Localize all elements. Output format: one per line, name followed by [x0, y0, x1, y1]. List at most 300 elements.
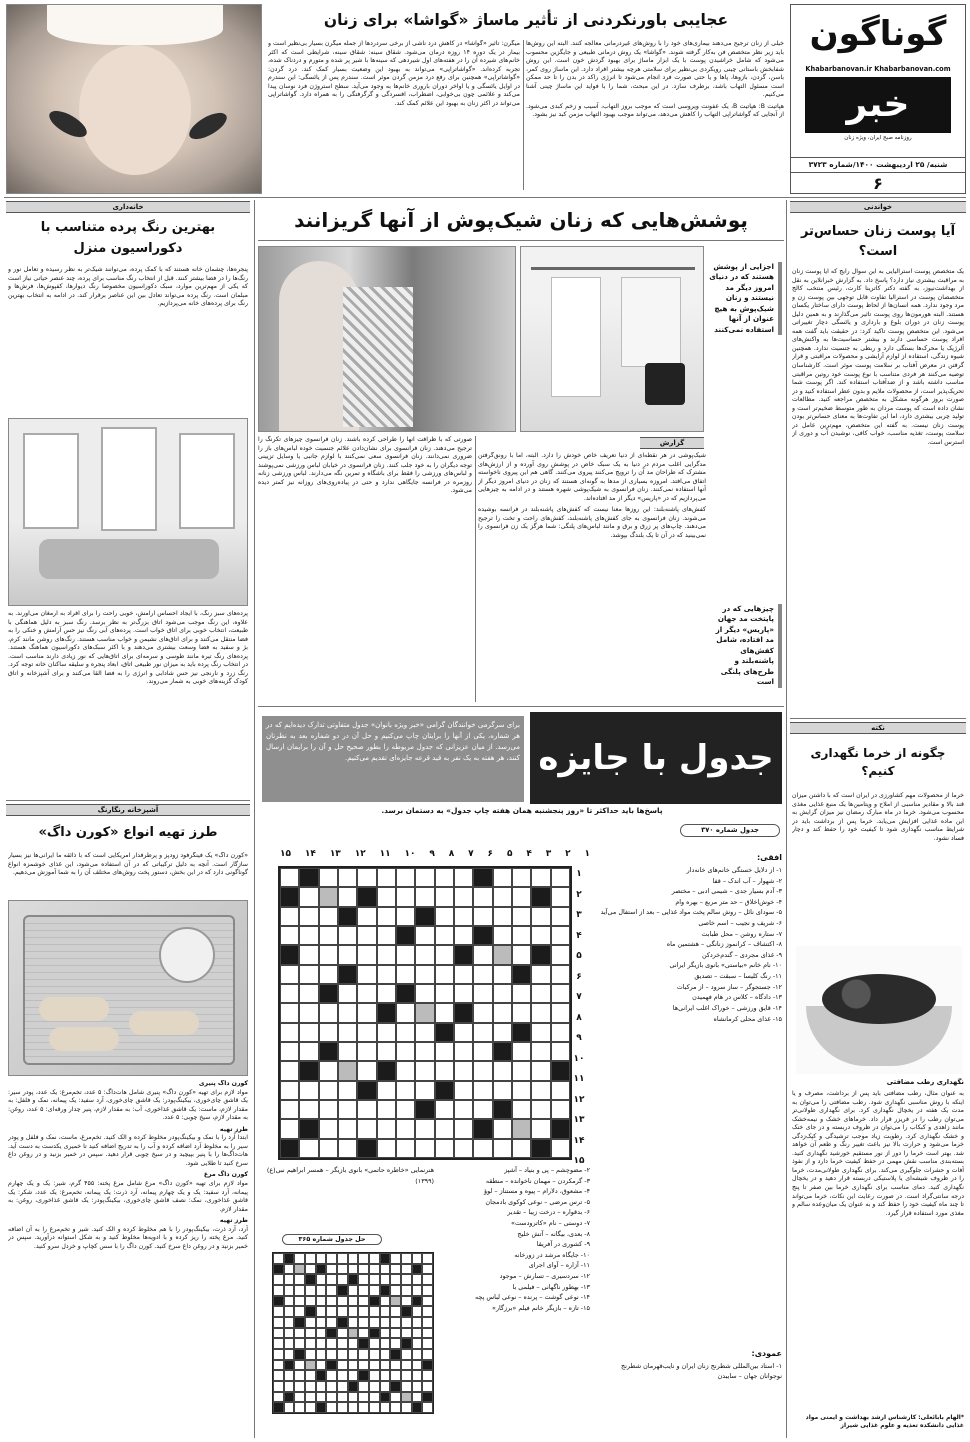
grid-cell[interactable]: [415, 926, 434, 945]
grid-cell[interactable]: [338, 1023, 357, 1042]
grid-cell[interactable]: [493, 887, 512, 906]
grid-cell[interactable]: [299, 1061, 318, 1080]
grid-cell[interactable]: [357, 1081, 376, 1100]
grid-cell: [412, 1381, 423, 1392]
grid-cell[interactable]: [512, 1061, 531, 1080]
grid-cell[interactable]: [396, 1119, 415, 1138]
grid-cell[interactable]: [299, 907, 318, 926]
grid-cell[interactable]: [280, 887, 299, 906]
grid-cell[interactable]: [551, 1139, 570, 1158]
grid-cell[interactable]: [454, 907, 473, 926]
grid-cell[interactable]: [512, 1119, 531, 1138]
grid-cell[interactable]: [396, 1081, 415, 1100]
grid-cell: [305, 1253, 316, 1264]
grid-row-number: ۴: [576, 930, 582, 941]
grid-cell[interactable]: [551, 907, 570, 926]
grid-cell[interactable]: [473, 868, 492, 887]
grid-cell[interactable]: [377, 887, 396, 906]
grid-cell[interactable]: [319, 868, 338, 887]
grid-cell[interactable]: [512, 965, 531, 984]
grid-cell: [390, 1402, 401, 1413]
grid-cell[interactable]: [299, 1119, 318, 1138]
grid-cell[interactable]: [454, 1139, 473, 1158]
grid-cell[interactable]: [338, 907, 357, 926]
grid-cell[interactable]: [377, 907, 396, 926]
grid-cell[interactable]: [512, 1042, 531, 1061]
grid-cell[interactable]: [531, 868, 550, 887]
grid-cell[interactable]: [396, 1139, 415, 1158]
grid-cell[interactable]: [512, 868, 531, 887]
grid-cell[interactable]: [396, 1061, 415, 1080]
grid-cell[interactable]: [357, 1100, 376, 1119]
grid-cell[interactable]: [319, 965, 338, 984]
grid-cell[interactable]: [319, 926, 338, 945]
grid-cell: [412, 1328, 423, 1339]
grid-cell: [273, 1338, 284, 1349]
grid-cell[interactable]: [319, 1081, 338, 1100]
grid-column-number: ۳: [545, 849, 552, 859]
grid-cell[interactable]: [454, 1003, 473, 1022]
grid-cell[interactable]: [531, 926, 550, 945]
grid-cell: [348, 1306, 359, 1317]
grid-cell[interactable]: [280, 1042, 299, 1061]
grid-cell[interactable]: [319, 1003, 338, 1022]
grid-cell[interactable]: [338, 965, 357, 984]
grid-cell[interactable]: [512, 926, 531, 945]
grid-cell: [358, 1370, 369, 1381]
grid-cell[interactable]: [338, 1003, 357, 1022]
grid-cell[interactable]: [319, 1139, 338, 1158]
grid-cell[interactable]: [338, 1119, 357, 1138]
recipe-heading-3: کورن داگ مرغ: [203, 1171, 248, 1179]
grid-cell[interactable]: [357, 1061, 376, 1080]
grid-cell: [273, 1274, 284, 1285]
grid-cell[interactable]: [435, 1003, 454, 1022]
grid-cell[interactable]: [319, 945, 338, 964]
grid-cell[interactable]: [415, 887, 434, 906]
living-room-photo: [8, 418, 248, 606]
grid-cell[interactable]: [531, 1023, 550, 1042]
grid-cell[interactable]: [319, 1100, 338, 1119]
grid-cell[interactable]: [531, 1042, 550, 1061]
corndog-2: [49, 1027, 119, 1051]
grid-cell: [412, 1264, 423, 1275]
grid-cell[interactable]: [473, 926, 492, 945]
grid-cell: [358, 1402, 369, 1413]
grid-cell[interactable]: [493, 945, 512, 964]
grid-cell[interactable]: [493, 984, 512, 1003]
grid-cell: [294, 1306, 305, 1317]
grid-cell[interactable]: [551, 1119, 570, 1138]
grid-cell: [348, 1370, 359, 1381]
grid-cell[interactable]: [280, 926, 299, 945]
grid-cell[interactable]: [280, 1119, 299, 1138]
grid-cell[interactable]: [435, 1023, 454, 1042]
grid-cell[interactable]: [435, 984, 454, 1003]
grid-cell[interactable]: [319, 1042, 338, 1061]
grid-cell[interactable]: [299, 945, 318, 964]
grid-cell[interactable]: [454, 1119, 473, 1138]
grid-cell[interactable]: [493, 965, 512, 984]
grid-cell[interactable]: [531, 887, 550, 906]
grid-cell[interactable]: [512, 1139, 531, 1158]
grid-cell[interactable]: [280, 1081, 299, 1100]
grid-cell[interactable]: [473, 1100, 492, 1119]
grid-cell[interactable]: [377, 965, 396, 984]
grid-cell[interactable]: [435, 907, 454, 926]
grid-cell[interactable]: [357, 907, 376, 926]
grid-cell: [380, 1253, 391, 1264]
grid-cell[interactable]: [357, 1042, 376, 1061]
clothes-pull-quote2: چیزهایی که در پایتخت مد جهان «پاریس» دیگر از مد افتاده، شامل کفش‌های پاشنه‌بلند و طرح‌های پلنگی است: [710, 604, 782, 688]
down-clue: ۹- کشوری در آفریقا: [536, 1240, 590, 1249]
grid-cell[interactable]: [357, 965, 376, 984]
grid-cell[interactable]: [435, 887, 454, 906]
grid-cell: [337, 1306, 348, 1317]
grid-cell[interactable]: [435, 945, 454, 964]
grid-cell[interactable]: [473, 1081, 492, 1100]
grid-cell[interactable]: [338, 1139, 357, 1158]
grid-cell[interactable]: [551, 1042, 570, 1061]
grid-cell[interactable]: [454, 868, 473, 887]
woman-shopping-photo: [258, 246, 516, 432]
grid-cell: [348, 1296, 359, 1307]
grid-cell: [422, 1253, 433, 1264]
grid-cell[interactable]: [377, 945, 396, 964]
grid-cell[interactable]: [319, 984, 338, 1003]
grid-cell[interactable]: [338, 887, 357, 906]
grid-cell: [380, 1392, 391, 1403]
grid-cell: [294, 1381, 305, 1392]
grid-column-number: ۴: [526, 849, 532, 859]
grid-cell[interactable]: [338, 984, 357, 1003]
grid-cell[interactable]: [396, 1042, 415, 1061]
down-head: عمودی:: [751, 1349, 782, 1358]
grid-cell[interactable]: [493, 1139, 512, 1158]
grid-cell[interactable]: [299, 926, 318, 945]
grid-cell: [358, 1338, 369, 1349]
grid-cell[interactable]: [357, 1023, 376, 1042]
grid-cell: [422, 1306, 433, 1317]
grid-cell[interactable]: [415, 1100, 434, 1119]
grid-cell: [305, 1274, 316, 1285]
grid-cell[interactable]: [493, 907, 512, 926]
solution-grid: [272, 1252, 434, 1414]
grid-cell[interactable]: [396, 965, 415, 984]
grid-cell[interactable]: [551, 984, 570, 1003]
grid-cell[interactable]: [551, 1003, 570, 1022]
grid-cell[interactable]: [512, 945, 531, 964]
grid-cell[interactable]: [377, 1061, 396, 1080]
grid-cell: [326, 1338, 337, 1349]
grid-cell[interactable]: [531, 1081, 550, 1100]
across-clue: ۱۵- غذای محلی کرمانشاه: [713, 1014, 782, 1023]
grid-cell: [369, 1370, 380, 1381]
grid-cell[interactable]: [299, 984, 318, 1003]
curtain-tag: خانه‌داری: [6, 201, 250, 213]
grid-cell[interactable]: [551, 1023, 570, 1042]
grid-cell[interactable]: [512, 907, 531, 926]
grid-cell[interactable]: [280, 1023, 299, 1042]
grid-cell[interactable]: [357, 945, 376, 964]
grid-cell[interactable]: [299, 868, 318, 887]
grid-cell[interactable]: [338, 1081, 357, 1100]
grid-cell[interactable]: [473, 965, 492, 984]
grid-cell[interactable]: [338, 868, 357, 887]
grid-cell[interactable]: [280, 1100, 299, 1119]
grid-cell[interactable]: [435, 1139, 454, 1158]
dates-title: چگونه از خرما نگهداری کنیم؟: [810, 746, 946, 778]
grid-cell[interactable]: [454, 1081, 473, 1100]
grid-cell[interactable]: [512, 887, 531, 906]
grid-cell: [305, 1328, 316, 1339]
grid-cell[interactable]: [473, 984, 492, 1003]
grid-cell[interactable]: [357, 1003, 376, 1022]
grid-cell[interactable]: [551, 926, 570, 945]
grid-cell: [284, 1253, 295, 1264]
grid-cell[interactable]: [396, 907, 415, 926]
grid-cell[interactable]: [396, 1003, 415, 1022]
grid-cell[interactable]: [551, 945, 570, 964]
grid-cell[interactable]: [435, 965, 454, 984]
grid-cell[interactable]: [396, 984, 415, 1003]
grid-cell: [358, 1328, 369, 1339]
grid-cell[interactable]: [280, 945, 299, 964]
grid-cell[interactable]: [512, 1081, 531, 1100]
grid-cell[interactable]: [454, 945, 473, 964]
grid-cell[interactable]: [493, 1023, 512, 1042]
down-clue: ۱۲- سردسیری – تسارش – موجود: [499, 1272, 590, 1281]
grid-cell[interactable]: [377, 984, 396, 1003]
grid-cell[interactable]: [338, 926, 357, 945]
grid-cell[interactable]: [280, 1139, 299, 1158]
grid-cell[interactable]: [280, 1061, 299, 1080]
grid-cell: [316, 1296, 327, 1307]
grid-cell[interactable]: [415, 1119, 434, 1138]
grid-cell[interactable]: [473, 1119, 492, 1138]
grid-cell[interactable]: [512, 1100, 531, 1119]
grid-cell: [369, 1381, 380, 1392]
grid-cell[interactable]: [454, 965, 473, 984]
grid-cell[interactable]: [299, 1023, 318, 1042]
grid-cell[interactable]: [357, 1139, 376, 1158]
grid-cell[interactable]: [493, 868, 512, 887]
grid-cell[interactable]: [454, 1042, 473, 1061]
section-title: گوناگون: [809, 14, 947, 54]
recipe-heading-1: کورن داگ پنیری: [198, 1080, 248, 1087]
grid-cell: [273, 1296, 284, 1307]
grid-cell[interactable]: [396, 1023, 415, 1042]
grid-cell[interactable]: [435, 926, 454, 945]
grid-cell[interactable]: [357, 1119, 376, 1138]
grid-cell[interactable]: [415, 868, 434, 887]
grid-cell[interactable]: [454, 1023, 473, 1042]
grid-cell[interactable]: [319, 907, 338, 926]
grid-cell: [316, 1381, 327, 1392]
grid-cell: [348, 1338, 359, 1349]
grid-cell[interactable]: [454, 1100, 473, 1119]
grid-cell[interactable]: [319, 1023, 338, 1042]
grid-cell[interactable]: [357, 984, 376, 1003]
grid-cell[interactable]: [454, 887, 473, 906]
grid-cell[interactable]: [473, 887, 492, 906]
grid-cell[interactable]: [473, 1042, 492, 1061]
grid-cell: [294, 1402, 305, 1413]
grid-cell[interactable]: [377, 1042, 396, 1061]
grid-cell: [369, 1274, 380, 1285]
grid-cell[interactable]: [435, 1042, 454, 1061]
grid-cell[interactable]: [338, 945, 357, 964]
grid-cell[interactable]: [415, 1003, 434, 1022]
grid-cell[interactable]: [357, 926, 376, 945]
grid-cell[interactable]: [299, 1042, 318, 1061]
grid-cell[interactable]: [435, 868, 454, 887]
grid-cell[interactable]: [493, 1003, 512, 1022]
grid-cell[interactable]: [493, 1042, 512, 1061]
grid-cell[interactable]: [531, 1100, 550, 1119]
grid-cell[interactable]: [415, 1042, 434, 1061]
grid-cell[interactable]: [319, 1061, 338, 1080]
grid-cell[interactable]: [280, 1003, 299, 1022]
grid-cell[interactable]: [531, 1061, 550, 1080]
grid-cell[interactable]: [415, 1139, 434, 1158]
sauce-bowl: [159, 927, 215, 983]
grid-cell[interactable]: [299, 965, 318, 984]
grid-cell[interactable]: [531, 907, 550, 926]
grid-cell[interactable]: [338, 1042, 357, 1061]
grid-cell[interactable]: [531, 1119, 550, 1138]
grid-cell[interactable]: [531, 984, 550, 1003]
grid-cell[interactable]: [415, 984, 434, 1003]
grid-cell: [305, 1381, 316, 1392]
grid-cell[interactable]: [415, 1081, 434, 1100]
grid-row-number: ۱۳: [573, 1115, 585, 1126]
grid-cell[interactable]: [473, 1023, 492, 1042]
grid-cell[interactable]: [415, 1023, 434, 1042]
grid-cell[interactable]: [299, 1139, 318, 1158]
grid-cell[interactable]: [493, 1061, 512, 1080]
grid-cell: [390, 1264, 401, 1275]
grid-cell: [390, 1392, 401, 1403]
grid-cell[interactable]: [551, 887, 570, 906]
grid-cell: [326, 1274, 337, 1285]
grid-cell[interactable]: [280, 907, 299, 926]
grid-cell: [348, 1285, 359, 1296]
grid-cell[interactable]: [377, 1100, 396, 1119]
grid-cell[interactable]: [551, 1081, 570, 1100]
grid-cell[interactable]: [473, 1139, 492, 1158]
grid-cell[interactable]: [473, 1061, 492, 1080]
grid-cell[interactable]: [493, 1119, 512, 1138]
grid-cell[interactable]: [280, 868, 299, 887]
grid-cell[interactable]: [396, 1100, 415, 1119]
grid-cell[interactable]: [512, 984, 531, 1003]
dress-shape: [343, 287, 413, 427]
grid-cell[interactable]: [454, 1061, 473, 1080]
dates-caption-head: نگهداری رطب مضافتی: [886, 1078, 964, 1086]
grid-cell[interactable]: [377, 926, 396, 945]
grid-cell[interactable]: [280, 965, 299, 984]
grid-cell[interactable]: [415, 965, 434, 984]
rail-shape: [531, 267, 695, 270]
crossword-grid[interactable]: [278, 866, 572, 1160]
grid-cell[interactable]: [299, 1100, 318, 1119]
grid-cell[interactable]: [415, 945, 434, 964]
grid-cell[interactable]: [396, 945, 415, 964]
grid-cell: [326, 1402, 337, 1413]
grid-cell: [273, 1328, 284, 1339]
grid-cell: [316, 1328, 327, 1339]
grid-cell[interactable]: [377, 1023, 396, 1042]
grid-cell[interactable]: [531, 965, 550, 984]
grid-cell[interactable]: [396, 887, 415, 906]
grid-cell[interactable]: [415, 1061, 434, 1080]
grid-cell[interactable]: [551, 1061, 570, 1080]
grid-cell[interactable]: [435, 1100, 454, 1119]
grid-cell[interactable]: [493, 926, 512, 945]
grid-cell: [390, 1274, 401, 1285]
grid-cell[interactable]: [551, 1100, 570, 1119]
grid-column-number: ۱۳: [329, 849, 341, 859]
grid-cell[interactable]: [473, 1003, 492, 1022]
grid-cell[interactable]: [435, 1119, 454, 1138]
grid-cell[interactable]: [396, 926, 415, 945]
grid-cell[interactable]: [435, 1081, 454, 1100]
grid-cell: [305, 1296, 316, 1307]
grid-cell[interactable]: [377, 1081, 396, 1100]
grid-cell[interactable]: [299, 1003, 318, 1022]
grid-cell[interactable]: [435, 1061, 454, 1080]
grid-cell[interactable]: [531, 1139, 550, 1158]
grid-cell[interactable]: [551, 868, 570, 887]
grid-cell[interactable]: [377, 1139, 396, 1158]
grid-cell: [273, 1264, 284, 1275]
grid-cell[interactable]: [454, 984, 473, 1003]
grid-cell[interactable]: [551, 965, 570, 984]
grid-cell[interactable]: [531, 945, 550, 964]
grid-cell[interactable]: [357, 887, 376, 906]
grid-cell[interactable]: [319, 1119, 338, 1138]
grid-cell[interactable]: [531, 1003, 550, 1022]
grid-cell[interactable]: [338, 1061, 357, 1080]
grid-cell: [390, 1317, 401, 1328]
towel-shape: [47, 5, 223, 45]
grid-cell[interactable]: [299, 887, 318, 906]
grid-cell[interactable]: [473, 907, 492, 926]
grid-cell: [294, 1349, 305, 1360]
divider: [258, 706, 784, 707]
grid-cell[interactable]: [280, 984, 299, 1003]
corndog-3: [129, 1011, 199, 1035]
grid-cell[interactable]: [415, 907, 434, 926]
grid-cell[interactable]: [454, 926, 473, 945]
grid-cell[interactable]: [396, 868, 415, 887]
grid-cell[interactable]: [338, 1100, 357, 1119]
grid-cell[interactable]: [377, 1003, 396, 1022]
grid-cell: [294, 1253, 305, 1264]
grid-cell[interactable]: [357, 868, 376, 887]
grid-cell[interactable]: [512, 1023, 531, 1042]
grid-cell[interactable]: [377, 1119, 396, 1138]
top-story-col1: [526, 40, 784, 194]
grid-cell[interactable]: [473, 945, 492, 964]
grid-cell[interactable]: [512, 1003, 531, 1022]
grid-cell[interactable]: [377, 868, 396, 887]
grid-cell[interactable]: [493, 1081, 512, 1100]
grid-cell[interactable]: [299, 1081, 318, 1100]
grid-cell[interactable]: [493, 1100, 512, 1119]
grid-cell[interactable]: [319, 887, 338, 906]
